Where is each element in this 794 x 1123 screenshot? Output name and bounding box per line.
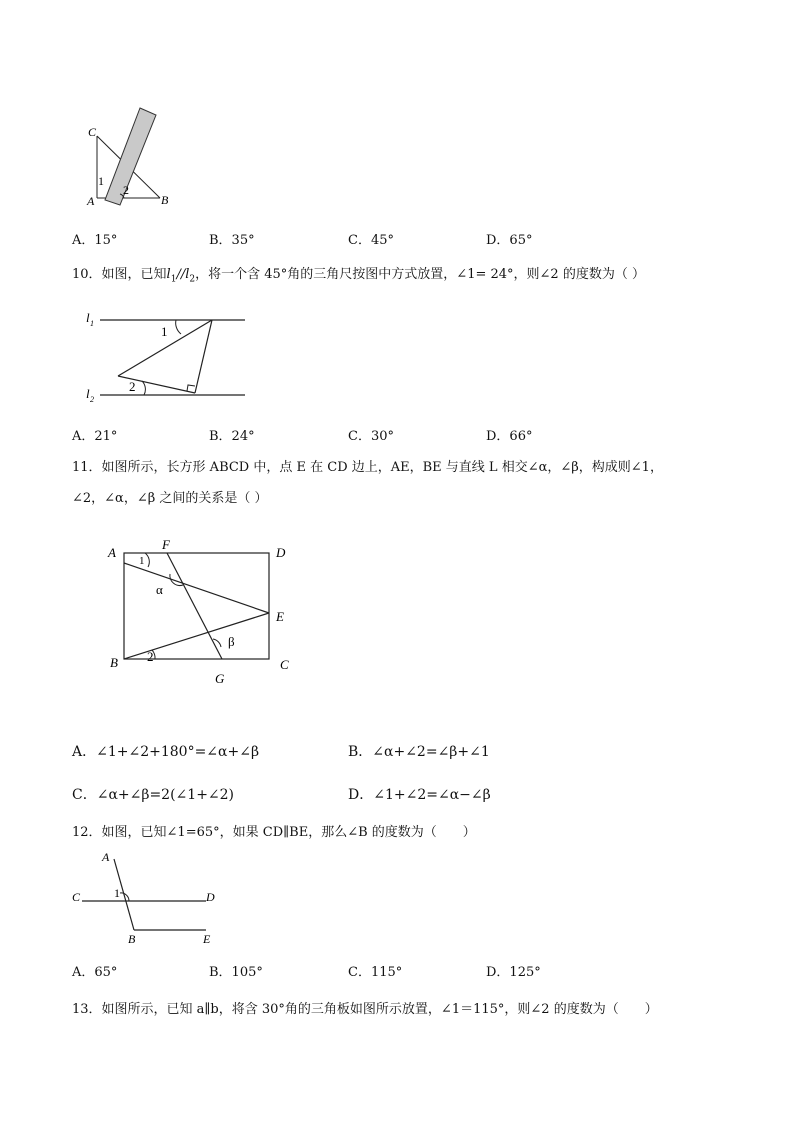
q9-label-c: C: [88, 125, 97, 139]
q11-fig-alpha: α: [156, 582, 163, 597]
q9-option-d: D．65°: [486, 233, 533, 248]
q10-option-b: B．24°: [209, 429, 255, 444]
q13-stem: 13．如图所示，已知 a∥b，将含 30°角的三角板如图所示放置，∠1＝115°，则∠2 的度数为（ ）: [72, 1002, 658, 1017]
q10-l2: l: [185, 267, 190, 282]
q12-fig-d: D: [206, 890, 215, 904]
q11-fig-f: F: [162, 537, 170, 552]
q10-stem-suffix: ，将一个含 45°角的三角尺按图中方式放置，∠1= 24°，则∠2 的度数为（ ）: [195, 267, 645, 282]
q10-fig-l1-sub: 1: [90, 319, 94, 328]
q9-option-b: B．35°: [209, 233, 255, 248]
q11-option-d: D．∠1+∠2=∠α−∠β: [348, 787, 491, 803]
q12-option-c: C．115°: [348, 965, 403, 980]
q12-fig-c: C: [72, 890, 81, 904]
q11-option-c: C．∠α+∠β=2(∠1+∠2): [72, 787, 235, 803]
q11-option-a: A．∠1+∠2+180°=∠α+∠β: [72, 744, 260, 760]
q10-l1-sub: 1: [170, 274, 177, 285]
q12-fig-b: B: [128, 932, 136, 946]
q10-stem-prefix: 10．如图，已知: [72, 267, 167, 282]
q10-stem: [72, 263, 645, 285]
q10-l1: l: [166, 267, 171, 282]
q12-option-a: A．65°: [72, 965, 118, 980]
q11-fig-two: 2: [147, 649, 154, 664]
q12-option-b: B．105°: [209, 965, 263, 980]
q11-fig-b: B: [110, 655, 118, 670]
q11-fig-c: C: [280, 657, 289, 672]
q10-fig-l1: l: [86, 310, 90, 325]
q11-fig-a: A: [108, 545, 116, 560]
q12-fig-one: 1: [114, 886, 120, 900]
q11-figure: [100, 535, 300, 690]
q9-label-two: 2: [123, 183, 129, 197]
q11-fig-one: 1: [139, 555, 145, 567]
q10-option-a: A．21°: [72, 429, 118, 444]
q12-fig-e: E: [203, 932, 211, 946]
q11-fig-beta: β: [228, 634, 235, 649]
q12-option-d: D．125°: [486, 965, 541, 980]
q11-stem-line2: ∠2，∠α，∠β 之间的关系是（ ）: [72, 491, 268, 506]
q10-option-d: D．66°: [486, 429, 533, 444]
q10-parallel: //: [176, 267, 186, 282]
q11-fig-e: E: [276, 609, 284, 624]
q10-l2-sub: 2: [189, 274, 196, 285]
q10-option-c: C．30°: [348, 429, 394, 444]
q11-option-b: B．∠α+∠2=∠β+∠1: [348, 744, 490, 760]
q10-figure: [80, 300, 260, 410]
q10-fig-l2-sub: 2: [90, 395, 94, 404]
q12-fig-a: A: [102, 850, 110, 864]
q11-fig-g: G: [215, 671, 225, 686]
q11-fig-d: D: [276, 545, 286, 560]
q10-fig-two: 2: [129, 379, 136, 394]
q10-fig-one: 1: [161, 324, 168, 339]
q12-stem: 12．如图，已知∠1=65°，如果 CD∥BE，那么∠B 的度数为（ ）: [72, 825, 476, 840]
q9-label-one: 1: [98, 174, 104, 188]
q11-stem-line1: 11．如图所示，长方形 ABCD 中，点 E 在 CD 边上，AE，BE 与直线 L 相交∠α，∠β，构成则∠1，: [72, 460, 663, 475]
q12-figure: [68, 845, 228, 950]
q9-option-c: C．45°: [348, 233, 394, 248]
q9-figure: [80, 100, 190, 210]
q9-option-a: A．15°: [72, 233, 118, 248]
q9-label-a: A: [87, 194, 95, 208]
q10-fig-l2: l: [86, 386, 90, 401]
q9-label-b: B: [161, 193, 169, 207]
